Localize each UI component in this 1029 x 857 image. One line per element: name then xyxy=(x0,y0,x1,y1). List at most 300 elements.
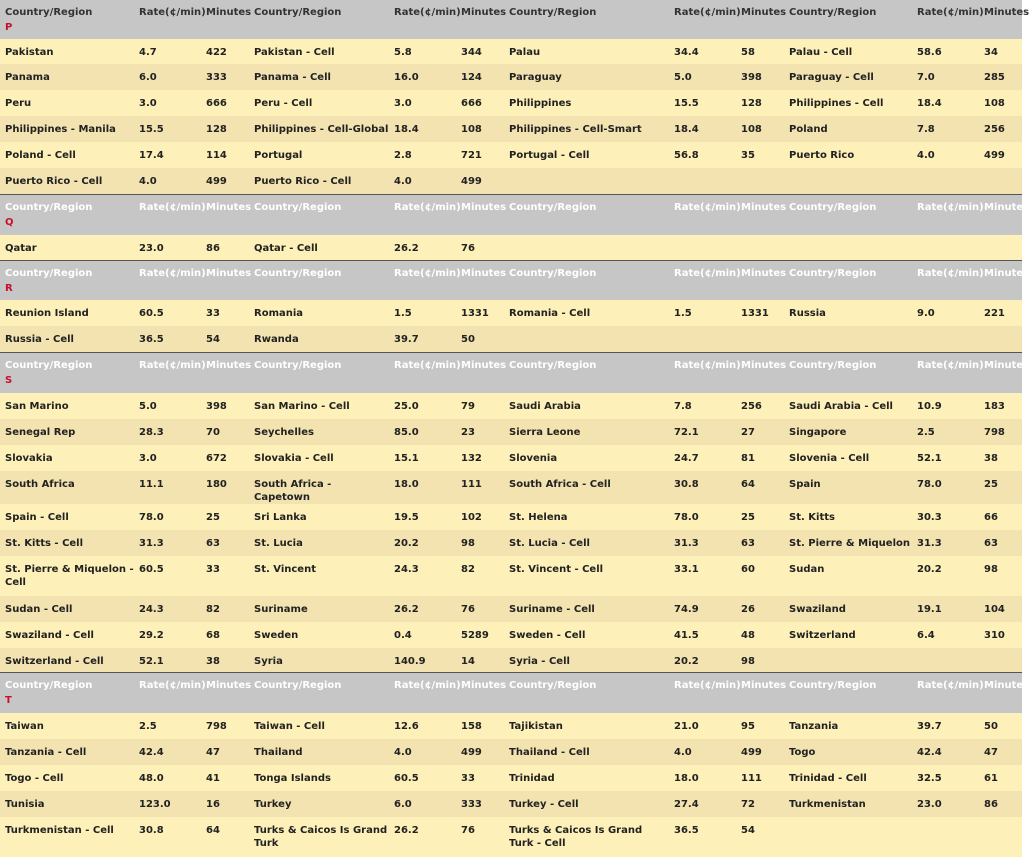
country-cell: Turks & Caicos Is Grand Turk - Cell xyxy=(504,817,669,857)
table-row xyxy=(0,471,1022,504)
rate-cell: 26.2 xyxy=(389,235,456,261)
rate-cell: 10.9 xyxy=(912,393,979,419)
header-minutes: Minutes xyxy=(736,673,784,713)
country-cell: Thailand xyxy=(249,739,389,765)
country-cell: Taiwan - Cell xyxy=(249,713,389,739)
rate-cell: 1.5 xyxy=(389,300,456,326)
rate-cell: 32.5 xyxy=(912,765,979,791)
minutes-cell: 180 xyxy=(201,471,249,504)
minutes-cell xyxy=(736,326,784,352)
header-rate: Rate(¢/min) xyxy=(669,0,736,39)
minutes-cell: 666 xyxy=(456,90,504,116)
minutes-cell: 64 xyxy=(736,471,784,504)
rate-cell: 18.4 xyxy=(669,116,736,142)
minutes-cell: 72 xyxy=(736,791,784,817)
rate-cell: 6.0 xyxy=(389,791,456,817)
minutes-cell: 111 xyxy=(736,765,784,791)
minutes-cell: 114 xyxy=(201,142,249,168)
rate-cell: 5.8 xyxy=(389,39,456,64)
country-cell: Sudan xyxy=(784,556,912,596)
rate-cell: 29.2 xyxy=(134,622,201,648)
country-cell: Turkey xyxy=(249,791,389,817)
country-cell: Trinidad xyxy=(504,765,669,791)
country-cell: Romania - Cell xyxy=(504,300,669,326)
country-cell: Qatar - Cell xyxy=(249,235,389,261)
minutes-cell: 666 xyxy=(201,90,249,116)
rate-cell: 19.1 xyxy=(912,596,979,622)
section-letter: T xyxy=(5,695,12,706)
minutes-cell: 285 xyxy=(979,64,1022,90)
header-rate: Rate(¢/min) xyxy=(389,673,456,713)
header-rate: Rate(¢/min) xyxy=(134,673,201,713)
country-cell xyxy=(784,648,912,673)
minutes-cell: 35 xyxy=(736,142,784,168)
header-minutes: Minutes xyxy=(456,195,504,235)
country-cell: Philippines - Manila xyxy=(0,116,134,142)
rate-cell: 78.0 xyxy=(134,504,201,530)
rate-cell: 15.5 xyxy=(669,90,736,116)
country-cell: Saudi Arabia xyxy=(504,393,669,419)
minutes-cell: 81 xyxy=(736,445,784,471)
country-cell: Portugal xyxy=(249,142,389,168)
section-header-q xyxy=(0,195,1022,235)
table-row xyxy=(0,648,1022,673)
rate-cell xyxy=(912,326,979,352)
country-cell xyxy=(784,817,912,857)
rate-cell: 23.0 xyxy=(912,791,979,817)
minutes-cell: 158 xyxy=(456,713,504,739)
header-country: Country/Region xyxy=(784,195,912,235)
country-cell: Pakistan - Cell xyxy=(249,39,389,64)
rate-cell: 33.1 xyxy=(669,556,736,596)
header-minutes: Minutes xyxy=(456,261,504,300)
rate-cell: 4.0 xyxy=(134,168,201,194)
section-header-s xyxy=(0,353,1022,393)
minutes-cell: 721 xyxy=(456,142,504,168)
rate-cell: 30.3 xyxy=(912,504,979,530)
header-minutes: Minutes xyxy=(736,353,784,393)
minutes-cell: 38 xyxy=(201,648,249,673)
header-rate: Rate(¢/min) xyxy=(669,195,736,235)
rate-cell: 42.4 xyxy=(134,739,201,765)
minutes-cell: 64 xyxy=(201,817,249,857)
header-minutes: Minutes xyxy=(979,261,1022,300)
rate-cell: 3.0 xyxy=(389,90,456,116)
header-country: Country/Region xyxy=(504,0,669,39)
minutes-cell: 108 xyxy=(456,116,504,142)
table-row xyxy=(0,326,1022,352)
minutes-cell: 68 xyxy=(201,622,249,648)
minutes-cell: 58 xyxy=(736,39,784,64)
country-cell: Philippines xyxy=(504,90,669,116)
header-minutes: Minutes xyxy=(456,673,504,713)
rate-cell: 85.0 xyxy=(389,419,456,445)
country-cell: Thailand - Cell xyxy=(504,739,669,765)
minutes-cell xyxy=(979,168,1022,194)
country-cell: Portugal - Cell xyxy=(504,142,669,168)
country-cell: Seychelles xyxy=(249,419,389,445)
minutes-cell: 310 xyxy=(979,622,1022,648)
header-rate: Rate(¢/min) xyxy=(389,353,456,393)
rate-cell: 60.5 xyxy=(389,765,456,791)
header-minutes: Minutes xyxy=(979,353,1022,393)
country-cell xyxy=(784,235,912,261)
rate-cell: 42.4 xyxy=(912,739,979,765)
country-cell: San Marino xyxy=(0,393,134,419)
rate-cell: 4.7 xyxy=(134,39,201,64)
minutes-cell: 14 xyxy=(456,648,504,673)
minutes-cell xyxy=(979,235,1022,261)
header-rate: Rate(¢/min) xyxy=(134,195,201,235)
rate-cell xyxy=(669,168,736,194)
country-cell: Switzerland xyxy=(784,622,912,648)
country-cell: Slovakia xyxy=(0,445,134,471)
table-row xyxy=(0,713,1022,739)
section-header-p xyxy=(0,0,1022,39)
table-row xyxy=(0,622,1022,648)
header-minutes: Minutes xyxy=(201,261,249,300)
minutes-cell: 60 xyxy=(736,556,784,596)
country-cell: Turkmenistan xyxy=(784,791,912,817)
section-letter: Q xyxy=(5,216,14,228)
minutes-cell: 76 xyxy=(456,817,504,857)
minutes-cell: 798 xyxy=(979,419,1022,445)
country-cell: Paraguay xyxy=(504,64,669,90)
rate-cell: 31.3 xyxy=(134,530,201,556)
minutes-cell: 98 xyxy=(979,556,1022,596)
table-row xyxy=(0,116,1022,142)
minutes-cell: 23 xyxy=(456,419,504,445)
table-row xyxy=(0,765,1022,791)
rate-cell: 31.3 xyxy=(669,530,736,556)
rate-cell: 78.0 xyxy=(669,504,736,530)
country-cell: Rwanda xyxy=(249,326,389,352)
header-country: Country/Region xyxy=(504,195,669,235)
rate-cell: 21.0 xyxy=(669,713,736,739)
rate-cell: 41.5 xyxy=(669,622,736,648)
rate-cell xyxy=(912,168,979,194)
rate-cell: 24.7 xyxy=(669,445,736,471)
country-cell: Qatar xyxy=(0,235,134,261)
header-minutes: Minutes xyxy=(979,673,1022,713)
minutes-cell: 47 xyxy=(979,739,1022,765)
minutes-cell: 27 xyxy=(736,419,784,445)
minutes-cell: 5289 xyxy=(456,622,504,648)
country-cell xyxy=(504,168,669,194)
country-cell: Sweden xyxy=(249,622,389,648)
minutes-cell: 33 xyxy=(201,300,249,326)
header-country: Country/Region xyxy=(504,353,669,393)
country-cell: Trinidad - Cell xyxy=(784,765,912,791)
minutes-cell: 102 xyxy=(456,504,504,530)
table-row xyxy=(0,556,1022,596)
minutes-cell: 25 xyxy=(979,471,1022,504)
header-country: Country/Region xyxy=(249,195,389,235)
header-rate: Rate(¢/min) xyxy=(134,0,201,39)
minutes-cell: 344 xyxy=(456,39,504,64)
rate-cell: 72.1 xyxy=(669,419,736,445)
table-row xyxy=(0,39,1022,64)
section-header-t xyxy=(0,673,1022,713)
rate-cell: 36.5 xyxy=(134,326,201,352)
rate-cell: 23.0 xyxy=(134,235,201,261)
rate-cell: 60.5 xyxy=(134,556,201,596)
country-cell: Puerto Rico xyxy=(784,142,912,168)
minutes-cell: 34 xyxy=(979,39,1022,64)
rate-cell: 3.0 xyxy=(134,445,201,471)
header-country: Country/Region xyxy=(249,261,389,300)
minutes-cell: 79 xyxy=(456,393,504,419)
country-cell: St. Pierre & Miquelon - Cell xyxy=(0,556,134,596)
rate-cell: 74.9 xyxy=(669,596,736,622)
table-row xyxy=(0,168,1022,194)
rate-cell: 27.4 xyxy=(669,791,736,817)
country-cell: Palau - Cell xyxy=(784,39,912,64)
minutes-cell: 63 xyxy=(201,530,249,556)
table-row xyxy=(0,445,1022,471)
rate-cell: 28.3 xyxy=(134,419,201,445)
rate-cell: 9.0 xyxy=(912,300,979,326)
rate-cell: 7.8 xyxy=(912,116,979,142)
rate-cell xyxy=(912,817,979,857)
header-rate: Rate(¢/min) xyxy=(134,353,201,393)
rate-cell: 25.0 xyxy=(389,393,456,419)
rate-cell: 39.7 xyxy=(389,326,456,352)
minutes-cell: 132 xyxy=(456,445,504,471)
country-cell: Reunion Island xyxy=(0,300,134,326)
table-row xyxy=(0,419,1022,445)
country-cell: San Marino - Cell xyxy=(249,393,389,419)
header-country: Country/Region xyxy=(249,673,389,713)
header-country: Country/Region xyxy=(249,353,389,393)
minutes-cell: 61 xyxy=(979,765,1022,791)
rate-cell: 20.2 xyxy=(669,648,736,673)
header-country: Country/Region xyxy=(784,261,912,300)
header-minutes: Minutes xyxy=(979,0,1022,39)
rate-cell xyxy=(912,648,979,673)
table-row xyxy=(0,739,1022,765)
header-country: Country/Region Q xyxy=(0,195,134,235)
header-country: Country/Region R xyxy=(0,261,134,300)
rate-cell: 15.5 xyxy=(134,116,201,142)
minutes-cell: 26 xyxy=(736,596,784,622)
country-cell: St. Pierre & Miquelon xyxy=(784,530,912,556)
country-cell: St. Vincent xyxy=(249,556,389,596)
country-cell: Togo xyxy=(784,739,912,765)
header-country: Country/Region P xyxy=(0,0,134,39)
rate-cell: 78.0 xyxy=(912,471,979,504)
country-cell: Swaziland xyxy=(784,596,912,622)
rate-cell: 2.8 xyxy=(389,142,456,168)
rate-cell: 52.1 xyxy=(134,648,201,673)
rate-cell: 36.5 xyxy=(669,817,736,857)
header-minutes: Minutes xyxy=(201,195,249,235)
country-cell: Slovenia - Cell xyxy=(784,445,912,471)
country-cell: Poland - Cell xyxy=(0,142,134,168)
header-rate: Rate(¢/min) xyxy=(912,0,979,39)
header-minutes: Minutes xyxy=(736,195,784,235)
rate-cell: 39.7 xyxy=(912,713,979,739)
rate-cell: 19.5 xyxy=(389,504,456,530)
country-cell: Spain - Cell xyxy=(0,504,134,530)
header-minutes: Minutes xyxy=(201,353,249,393)
rate-cell: 5.0 xyxy=(134,393,201,419)
header-rate: Rate(¢/min) xyxy=(389,195,456,235)
minutes-cell: 1331 xyxy=(736,300,784,326)
rate-cell: 20.2 xyxy=(389,530,456,556)
country-cell: Tanzania xyxy=(784,713,912,739)
country-cell: Sweden - Cell xyxy=(504,622,669,648)
country-cell: Singapore xyxy=(784,419,912,445)
header-rate: Rate(¢/min) xyxy=(912,673,979,713)
rate-cell: 2.5 xyxy=(912,419,979,445)
minutes-cell: 47 xyxy=(201,739,249,765)
header-rate: Rate(¢/min) xyxy=(669,353,736,393)
minutes-cell: 70 xyxy=(201,419,249,445)
header-rate: Rate(¢/min) xyxy=(912,195,979,235)
rate-cell: 4.0 xyxy=(912,142,979,168)
minutes-cell xyxy=(979,817,1022,857)
rate-cell: 34.4 xyxy=(669,39,736,64)
country-cell: Sudan - Cell xyxy=(0,596,134,622)
minutes-cell: 66 xyxy=(979,504,1022,530)
country-cell: Peru - Cell xyxy=(249,90,389,116)
table-row xyxy=(0,142,1022,168)
table-row xyxy=(0,393,1022,419)
country-cell xyxy=(504,326,669,352)
minutes-cell: 108 xyxy=(736,116,784,142)
rate-cell: 4.0 xyxy=(389,739,456,765)
rate-cell: 140.9 xyxy=(389,648,456,673)
country-cell: Puerto Rico - Cell xyxy=(0,168,134,194)
rate-cell: 1.5 xyxy=(669,300,736,326)
rate-cell: 6.4 xyxy=(912,622,979,648)
header-country: Country/Region xyxy=(504,673,669,713)
minutes-cell: 41 xyxy=(201,765,249,791)
minutes-cell: 256 xyxy=(736,393,784,419)
rate-cell: 16.0 xyxy=(389,64,456,90)
minutes-cell: 398 xyxy=(736,64,784,90)
country-cell: Philippines - Cell-Global xyxy=(249,116,389,142)
rate-cell: 24.3 xyxy=(389,556,456,596)
minutes-cell: 86 xyxy=(979,791,1022,817)
header-rate: Rate(¢/min) xyxy=(669,673,736,713)
header-country: Country/Region xyxy=(784,673,912,713)
minutes-cell: 54 xyxy=(736,817,784,857)
minutes-cell: 108 xyxy=(979,90,1022,116)
rate-cell xyxy=(912,235,979,261)
minutes-cell: 104 xyxy=(979,596,1022,622)
minutes-cell: 499 xyxy=(979,142,1022,168)
minutes-cell: 76 xyxy=(456,235,504,261)
minutes-cell: 48 xyxy=(736,622,784,648)
country-cell: Puerto Rico - Cell xyxy=(249,168,389,194)
minutes-cell: 54 xyxy=(201,326,249,352)
header-country: Country/Region xyxy=(784,0,912,39)
minutes-cell: 183 xyxy=(979,393,1022,419)
minutes-cell xyxy=(736,235,784,261)
table-row xyxy=(0,817,1022,857)
country-cell: Philippines - Cell xyxy=(784,90,912,116)
country-cell: Paraguay - Cell xyxy=(784,64,912,90)
rate-cell: 24.3 xyxy=(134,596,201,622)
minutes-cell: 82 xyxy=(456,556,504,596)
minutes-cell: 16 xyxy=(201,791,249,817)
country-cell: Panama xyxy=(0,64,134,90)
rate-cell: 18.4 xyxy=(912,90,979,116)
table-row xyxy=(0,530,1022,556)
minutes-cell: 798 xyxy=(201,713,249,739)
minutes-cell: 499 xyxy=(736,739,784,765)
header-country: Country/Region xyxy=(784,353,912,393)
rate-cell: 2.5 xyxy=(134,713,201,739)
minutes-cell: 63 xyxy=(736,530,784,556)
rate-cell: 4.0 xyxy=(669,739,736,765)
header-minutes: Minutes xyxy=(736,0,784,39)
rate-cell: 30.8 xyxy=(669,471,736,504)
minutes-cell: 128 xyxy=(736,90,784,116)
country-cell: St. Kitts - Cell xyxy=(0,530,134,556)
country-cell xyxy=(784,326,912,352)
minutes-cell: 98 xyxy=(456,530,504,556)
minutes-cell: 33 xyxy=(456,765,504,791)
country-cell: Poland xyxy=(784,116,912,142)
country-cell: South Africa xyxy=(0,471,134,504)
country-cell: Switzerland - Cell xyxy=(0,648,134,673)
minutes-cell xyxy=(736,168,784,194)
country-cell: Peru xyxy=(0,90,134,116)
minutes-cell: 50 xyxy=(979,713,1022,739)
minutes-cell: 672 xyxy=(201,445,249,471)
country-cell: St. Kitts xyxy=(784,504,912,530)
minutes-cell: 25 xyxy=(201,504,249,530)
table-row xyxy=(0,504,1022,530)
country-cell: Syria xyxy=(249,648,389,673)
country-cell: Swaziland - Cell xyxy=(0,622,134,648)
rate-cell: 3.0 xyxy=(134,90,201,116)
section-header-r xyxy=(0,261,1022,300)
rate-cell: 123.0 xyxy=(134,791,201,817)
minutes-cell xyxy=(979,326,1022,352)
rate-cell: 30.8 xyxy=(134,817,201,857)
section-letter: S xyxy=(5,374,13,386)
rate-cell: 6.0 xyxy=(134,64,201,90)
header-country: Country/Region T xyxy=(0,673,134,713)
minutes-cell: 499 xyxy=(201,168,249,194)
section-letter: P xyxy=(5,22,13,33)
minutes-cell: 398 xyxy=(201,393,249,419)
minutes-cell xyxy=(979,648,1022,673)
section-letter: R xyxy=(5,283,13,294)
rate-cell xyxy=(669,235,736,261)
header-minutes: Minutes xyxy=(736,261,784,300)
rate-cell xyxy=(669,326,736,352)
table-row xyxy=(0,596,1022,622)
country-cell: Taiwan xyxy=(0,713,134,739)
country-cell: St. Lucia xyxy=(249,530,389,556)
header-country: Country/Region xyxy=(504,261,669,300)
minutes-cell: 256 xyxy=(979,116,1022,142)
header-minutes: Minutes xyxy=(201,0,249,39)
country-cell: Turkmenistan - Cell xyxy=(0,817,134,857)
rate-cell: 4.0 xyxy=(389,168,456,194)
country-cell: Togo - Cell xyxy=(0,765,134,791)
minutes-cell: 63 xyxy=(979,530,1022,556)
rate-cell: 18.0 xyxy=(669,765,736,791)
country-cell: South Africa - Cell xyxy=(504,471,669,504)
country-cell: Palau xyxy=(504,39,669,64)
country-cell: Tonga Islands xyxy=(249,765,389,791)
